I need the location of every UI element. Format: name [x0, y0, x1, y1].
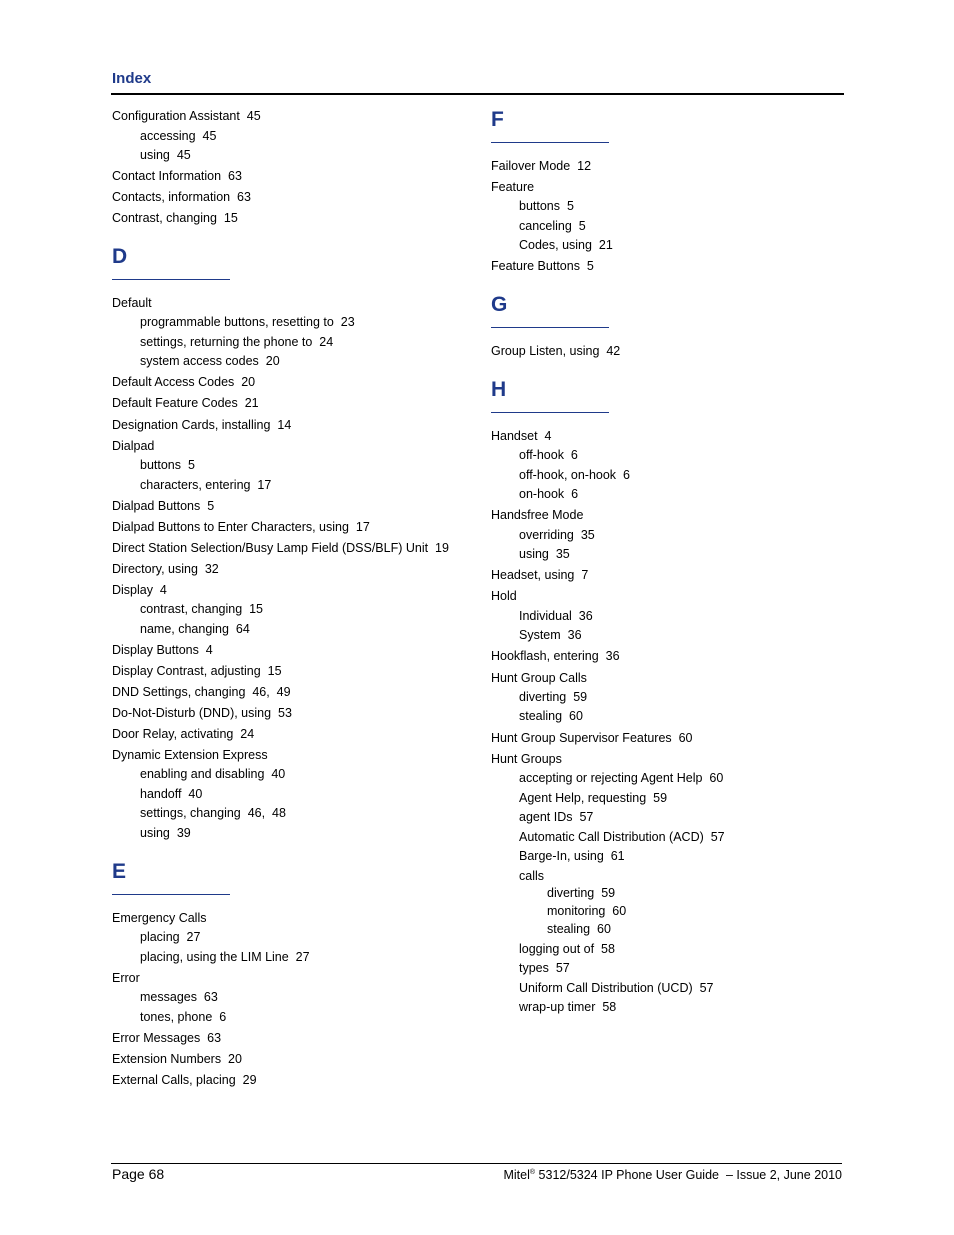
index-entry: Hold	[491, 589, 517, 603]
index-entry: DND Settings, changing 46, 49	[112, 685, 291, 699]
index-entry: Default	[112, 296, 152, 310]
index-entry: Dialpad Buttons to Enter Characters, using 17	[112, 520, 370, 534]
index-subentry: Codes, using 21	[519, 238, 613, 252]
footer-guide-title	[503, 1168, 842, 1182]
section-rule	[112, 894, 230, 895]
index-subentry: placing, using the LIM Line 27	[140, 950, 310, 964]
guide-title: 5312/5324 IP Phone User Guide – Issue 2, June 2010	[535, 1168, 842, 1182]
index-subentry: off-hook 6	[519, 448, 578, 462]
index-subentry: buttons 5	[519, 199, 574, 213]
brand-name: Mitel	[503, 1168, 530, 1182]
index-subentry: diverting 59	[519, 690, 588, 704]
index-subentry: stealing 60	[519, 709, 583, 723]
index-subentry: overriding 35	[519, 528, 595, 542]
index-subentry: accessing 45	[140, 129, 217, 143]
index-subentry: agent IDs 57	[519, 810, 594, 824]
index-entry: Group Listen, using 42	[491, 344, 621, 358]
index-entry: Hunt Group Calls	[491, 671, 587, 685]
index-subentry: canceling 5	[519, 219, 586, 233]
index-subentry: calls	[519, 869, 545, 883]
index-subentry: using 45	[140, 148, 191, 162]
index-entry: Handset 4	[491, 429, 552, 443]
index-entry: Default Access Codes 20	[112, 375, 256, 389]
index-entry: Default Feature Codes 21	[112, 396, 259, 410]
index-entry: Failover Mode 12	[491, 159, 592, 173]
index-subentry: characters, entering 17	[140, 478, 272, 492]
index-subentry: settings, returning the phone to 24	[140, 335, 334, 349]
index-subentry: Uniform Call Distribution (UCD) 57	[519, 981, 714, 995]
index-entry: Display Buttons 4	[112, 643, 213, 657]
index-entry: Handsfree Mode	[491, 508, 584, 522]
index-subentry: Barge-In, using 61	[519, 849, 625, 863]
index-subentry: diverting 59	[547, 886, 616, 900]
index-subentry: accepting or rejecting Agent Help 60	[519, 771, 724, 785]
section-letter: D	[112, 245, 128, 268]
index-subentry: enabling and disabling 40	[140, 767, 286, 781]
index-entry: Dialpad Buttons 5	[112, 499, 215, 513]
index-entry: Hookflash, entering 36	[491, 649, 620, 663]
index-heading: Index	[112, 70, 152, 87]
index-entry: Door Relay, activating 24	[112, 727, 255, 741]
index-entry: Configuration Assistant 45	[112, 109, 261, 123]
index-entry: Contact Information 63	[112, 169, 242, 183]
index-subentry: Individual 36	[519, 609, 593, 623]
index-entry: Extension Numbers 20	[112, 1052, 242, 1066]
index-subentry: stealing 60	[547, 922, 611, 936]
index-entry: Error Messages 63	[112, 1031, 222, 1045]
index-subentry: monitoring 60	[547, 904, 627, 918]
index-entry: Display 4	[112, 583, 167, 597]
header-rule	[111, 93, 844, 95]
index-subentry: messages 63	[140, 990, 218, 1004]
index-subentry: programmable buttons, resetting to 23	[140, 315, 355, 329]
index-subentry: wrap-up timer 58	[519, 1000, 617, 1014]
index-entry: Error	[112, 971, 140, 985]
index-entry: Hunt Group Supervisor Features 60	[491, 731, 693, 745]
footer-rule	[111, 1163, 842, 1164]
index-subentry: contrast, changing 15	[140, 602, 263, 616]
page-number: Page 68	[112, 1166, 165, 1182]
index-subentry: Agent Help, requesting 59	[519, 791, 668, 805]
section-rule	[112, 279, 230, 280]
index-subentry: placing 27	[140, 930, 201, 944]
index-subentry: handoff 40	[140, 787, 203, 801]
section-letter: F	[491, 108, 504, 131]
index-subentry: types 57	[519, 961, 570, 975]
index-subentry: logging out of 58	[519, 942, 615, 956]
index-subentry: Automatic Call Distribution (ACD) 57	[519, 830, 725, 844]
index-entry: Feature Buttons 5	[491, 259, 594, 273]
index-entry: Display Contrast, adjusting 15	[112, 664, 282, 678]
section-letter: E	[112, 860, 127, 883]
index-entry: Direct Station Selection/Busy Lamp Field (DSS/BLF) Unit 19	[112, 541, 449, 555]
section-letter: G	[491, 293, 508, 316]
index-entry: Emergency Calls	[112, 911, 207, 925]
section-rule	[491, 327, 609, 328]
index-subentry: buttons 5	[140, 458, 195, 472]
index-subentry: System 36	[519, 628, 582, 642]
index-subentry: off-hook, on-hook 6	[519, 468, 630, 482]
index-entry: Designation Cards, installing 14	[112, 418, 292, 432]
registered-mark: ®	[529, 1168, 536, 1176]
index-entry: Contrast, changing 15	[112, 211, 238, 225]
index-subentry: using 35	[519, 547, 570, 561]
index-entry: Contacts, information 63	[112, 190, 251, 204]
index-entry: Dialpad	[112, 439, 155, 453]
section-letter: H	[491, 378, 507, 401]
index-subentry: on-hook 6	[519, 487, 579, 501]
index-subentry: name, changing 64	[140, 622, 250, 636]
index-subentry: using 39	[140, 826, 191, 840]
index-entry: Dynamic Extension Express	[112, 748, 268, 762]
index-entry: Hunt Groups	[491, 752, 562, 766]
index-subentry: settings, changing 46, 48	[140, 806, 286, 820]
index-entry: Feature	[491, 180, 535, 194]
section-rule	[491, 142, 609, 143]
index-subentry: tones, phone 6	[140, 1010, 227, 1024]
index-entry: External Calls, placing 29	[112, 1073, 257, 1087]
section-rule	[491, 412, 609, 413]
index-entry: Directory, using 32	[112, 562, 219, 576]
index-entry: Headset, using 7	[491, 568, 589, 582]
index-subentry: system access codes 20	[140, 354, 280, 368]
index-entry: Do-Not-Disturb (DND), using 53	[112, 706, 292, 720]
